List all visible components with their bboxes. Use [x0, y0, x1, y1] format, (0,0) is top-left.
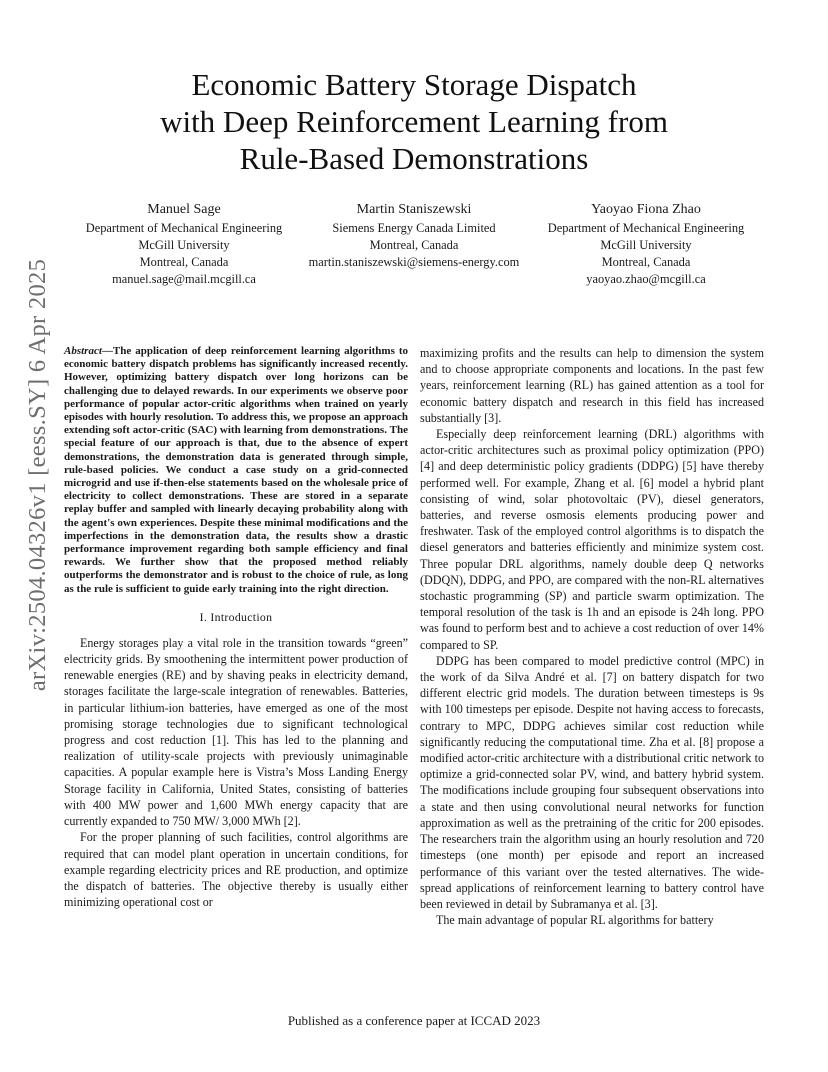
- abstract-label: Abstract: [64, 345, 102, 357]
- author-location: Montreal, Canada: [601, 255, 691, 269]
- author-email: martin.staniszewski@siemens-energy.com: [308, 255, 520, 269]
- author-institution: McGill University: [600, 238, 692, 252]
- body-paragraph: For the proper planning of such facilities, control algorithms are required that can model plant operation in uncertain conditions, for example regarding electricity prices and RE production, and optimize the dispatch of batteries. The objective thereby is usually either minimizing operational cost or: [64, 830, 408, 910]
- author-name: Yaoyao Fiona Zhao: [591, 202, 701, 217]
- author-institution: McGill University: [138, 238, 230, 252]
- abstract-text: —The application of deep reinforcement learning algorithms to economic battery dispatch problems has significantly increased recently. However, optimizing battery dispatch over long horizons can be challenging due to delayed rewards. In our experiments we observe poor performance of popular actor-critic algorithms when trained on yearly episodes with hourly resolution. To address this, we propose an approach extending soft actor-critic (SAC) with learning from demonstrations. The special feature of our approach is that, due to the absence of expert demonstrations, the demonstration data is generated through simple, rule-based policies. We conduct a case study on a grid-connected microgrid and use if-then-else statements based on the wholesale price of electricity to collect demonstrations. These are stored in a separate replay buffer and sampled with linearly decaying probability along with the agent's own experiences. Despite these minimal modifications and the imperfections in the demonstration data, the results show a drastic performance improvement regarding both sample efficiency and final rewards. We further show that the proposed method reliably outperforms the demonstrator and is robust to the choice of rule, as long as the rule is sufficient to guide early training into the right direction.: [64, 345, 408, 595]
- author-location: Montreal, Canada: [139, 255, 229, 269]
- conference-footer: Published as a conference paper at ICCAD 2023: [287, 1013, 541, 1028]
- author-department: Department of Mechanical Engineering: [85, 221, 283, 235]
- body-paragraph: maximizing profits and the results can help to dimension the system and to choose appropriate components and locations. In the past few years, reinforcement learning (RL) has gained attention as a tool for economic battery dispatch and research in this field has increased substantially [3].: [420, 346, 764, 425]
- title-line: Economic Battery Storage Dispatch: [191, 67, 637, 102]
- right-column: [420, 345, 764, 928]
- author-name: Manuel Sage: [147, 202, 221, 217]
- arxiv-identifier-text: arXiv:2504.04326v1 [eess.SY] 6 Apr 2025: [24, 258, 51, 692]
- section-heading-introduction: I. Introduction: [199, 609, 273, 624]
- author-department: Department of Mechanical Engineering: [547, 221, 745, 235]
- author-institution: Montreal, Canada: [369, 238, 459, 252]
- title-line: Rule-Based Demonstrations: [239, 141, 589, 176]
- body-paragraph: The main advantage of popular RL algorithms for battery: [436, 913, 714, 928]
- arxiv-identifier: [18, 258, 58, 692]
- abstract: [64, 345, 408, 596]
- author-email: yaoyao.zhao@mcgill.ca: [586, 272, 706, 286]
- body-paragraph: DDPG has been compared to model predictive control (MPC) in the work of da Silva André et al. [7] on battery dispatch for two different electric grid models. The duration between timesteps is 9s with 100 timesteps per episode. Despite not having access to forecasts, contrary to MPC, DDPG achieves similar cost reduction while significantly reducing the computational time. Zha et al. [8] propose a modified actor-critic architecture with a distributional critic network to optimize a grid-connected solar PV, wind, and battery hybrid system. The modifications include grouping four subsequent observations into a state and then using convolutional neural networks for function approximation as well as the pretraining of the critic for 200 episodes. The researchers train the algorithm using an hourly resolution and 720 timesteps (one month) per episode and report an increased performance of this variant over the tested alternatives. The wide-spread applications of reinforcement learning to battery control have been reviewed in detail by Subramanya et al. [3].: [420, 653, 764, 911]
- author-department: Siemens Energy Canada Limited: [332, 221, 496, 235]
- title-line: with Deep Reinforcement Learning from: [160, 104, 668, 139]
- paper-title: [60, 66, 768, 177]
- author-email: manuel.sage@mail.mcgill.ca: [112, 272, 256, 286]
- left-column: [64, 345, 408, 910]
- author-block-zhao: [506, 200, 786, 288]
- body-paragraph: Especially deep reinforcement learning (DRL) algorithms with actor-critic architectures such as proximal policy optimization (PPO) [4] and deep deterministic policy gradients (DDPG) [5] have thereby performed well. For example, Zhang et al. [6] model a hybrid plant consisting of wind, solar photovoltaic (PV), diesel generators, batteries, and reverse osmosis elements producing power and freshwater. Task of the employed control algorithms is to dispatch the diesel generators and batteries efficiently and minimize system cost. Three popular DRL algorithms, namely double deep Q networks (DDQN), DDPG, and PPO, are compared with the non-RL alternatives stochastic programming (SP) and particle swarm optimization. The temporal resolution of the task is 1h and an episode is 24h long. PPO was found to perform best and to achieve a cost reduction of over 14% compared to SP.: [420, 427, 764, 652]
- author-name: Martin Staniszewski: [356, 202, 472, 217]
- body-paragraph: Energy storages play a vital role in the transition towards “green” electricity grids. By smoothening the intermittent power production of renewable energies (RE) and by shaving peaks in electricity demand, storages facilitate the large-scale integration of renewables. Batteries, in particular lithium-ion batteries, have emerged as one of the most promising storage technologies due to significant technological progress and cost reduction [1]. This has led to the planning and realization of utility-scale projects with previously unimaginable capacities. A popular example here is Vistra’s Moss Landing Energy Storage facility in California, United States, consisting of batteries with 400 MW power and 1,600 MWh energy capacity that are currently expanded to 750 MW/ 3,000 MWh [2].: [64, 635, 408, 829]
